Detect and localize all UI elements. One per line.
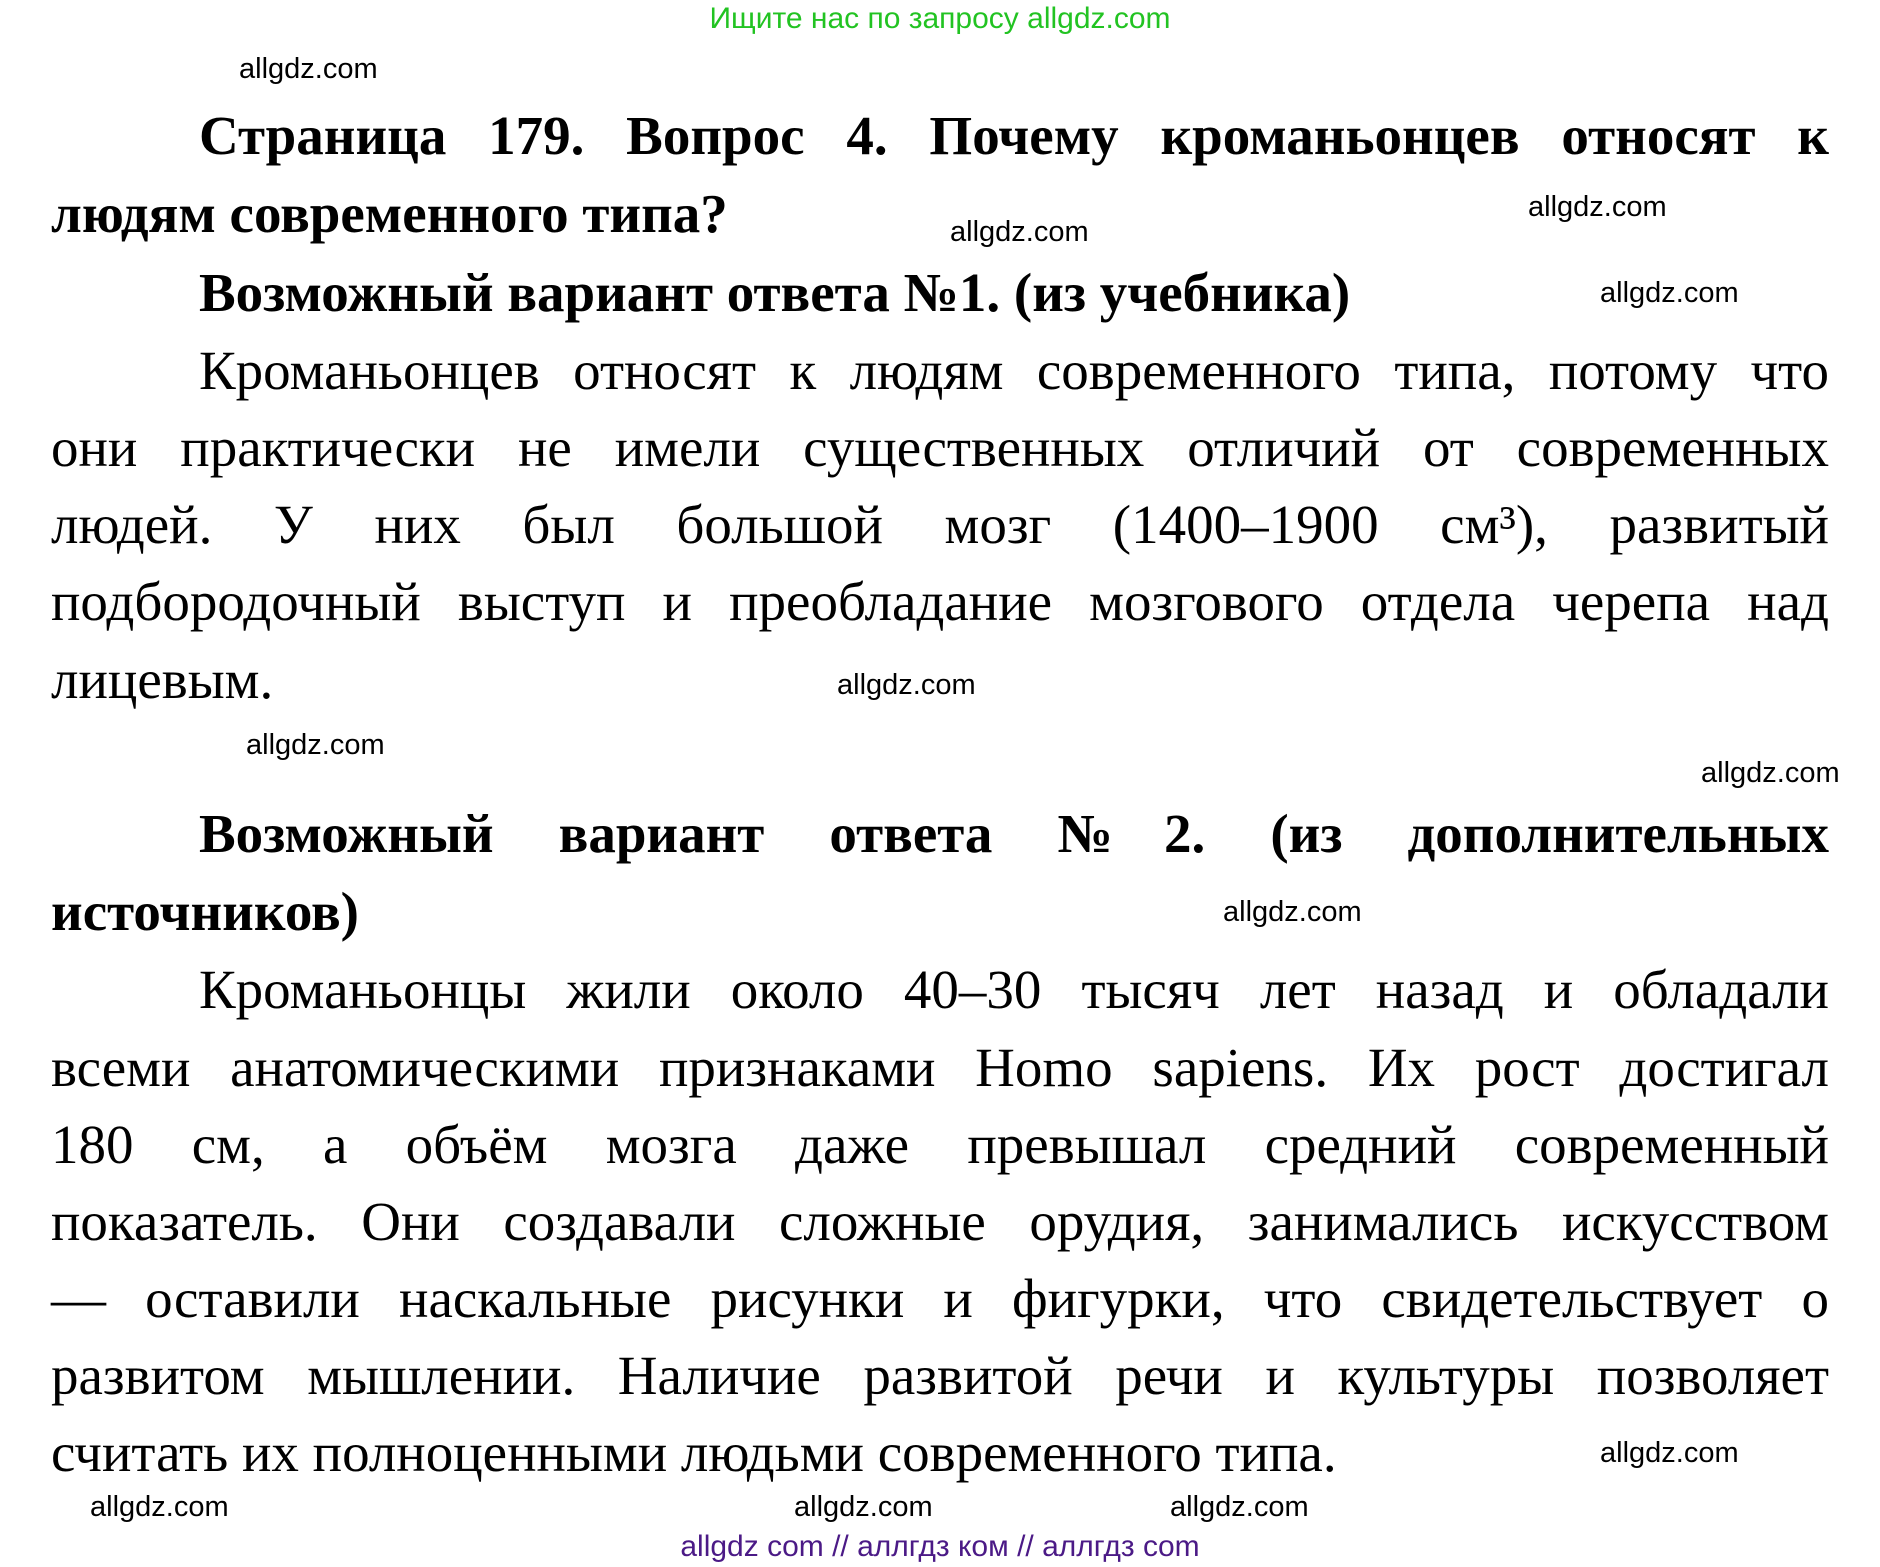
watermark: allgdz.com	[794, 1491, 933, 1523]
answer2-line: Кроманьонцы жили около 40–30 тысяч лет назад и обладали	[199, 959, 1829, 1020]
answer1-line: Кроманьонцев относят к людям современного типа, потому что	[199, 340, 1829, 401]
answer2-line: всеми анатомическими признаками Homo sapiens. Их рост достигал	[51, 1037, 1829, 1098]
watermark: allgdz.com	[1600, 277, 1739, 309]
answer1-heading: Возможный вариант ответа №1. (из учебника)	[199, 262, 1351, 323]
watermark: allgdz.com	[1701, 757, 1840, 789]
question-title-line-1: Страница 179. Вопрос 4. Почему кроманьонцев относят к	[199, 105, 1829, 166]
watermark: allgdz.com	[1170, 1491, 1309, 1523]
answer2-heading-line-2: источников)	[51, 881, 359, 942]
answer1-line: они практически не имели существенных отличий от современных	[51, 417, 1829, 478]
watermark: allgdz.com	[1600, 1437, 1739, 1469]
watermark: allgdz.com	[90, 1491, 229, 1523]
answer2-heading-line-1: Возможный вариант ответа №2. (из дополнительных	[199, 803, 1829, 864]
watermark: allgdz.com	[837, 669, 976, 701]
answer2-line: 180 см, а объём мозга даже превышал средний современный	[51, 1114, 1829, 1175]
question-title-line-2: людям современного типа?	[51, 183, 728, 244]
watermark: allgdz.com	[239, 53, 378, 85]
answer2-line: считать их полноценными людьми современного типа.	[51, 1422, 1337, 1483]
watermark: allgdz.com	[1223, 896, 1362, 928]
watermark: allgdz.com	[246, 729, 385, 761]
answer2-line: показатель. Они создавали сложные орудия, занимались искусством	[51, 1191, 1829, 1252]
answer2-line: развитом мышлении. Наличие развитой речи и культуры позволяет	[51, 1345, 1829, 1406]
search-banner: Ищите нас по запросу allgdz.com	[709, 2, 1171, 35]
answer2-line: — оставили наскальные рисунки и фигурки, что свидетельствует о	[51, 1268, 1829, 1329]
answer1-line: подбородочный выступ и преобладание мозгового отдела черепа над	[51, 571, 1829, 632]
answer1-line: лицевым.	[51, 649, 274, 710]
watermark: allgdz.com	[1528, 191, 1667, 223]
watermark: allgdz.com	[950, 216, 1089, 248]
footer-links: allgdz com // аллгдз ком // аллгдз com	[680, 1530, 1200, 1563]
answer1-line: людей. У них был большой мозг (1400–1900 см³), развитый	[51, 494, 1829, 555]
